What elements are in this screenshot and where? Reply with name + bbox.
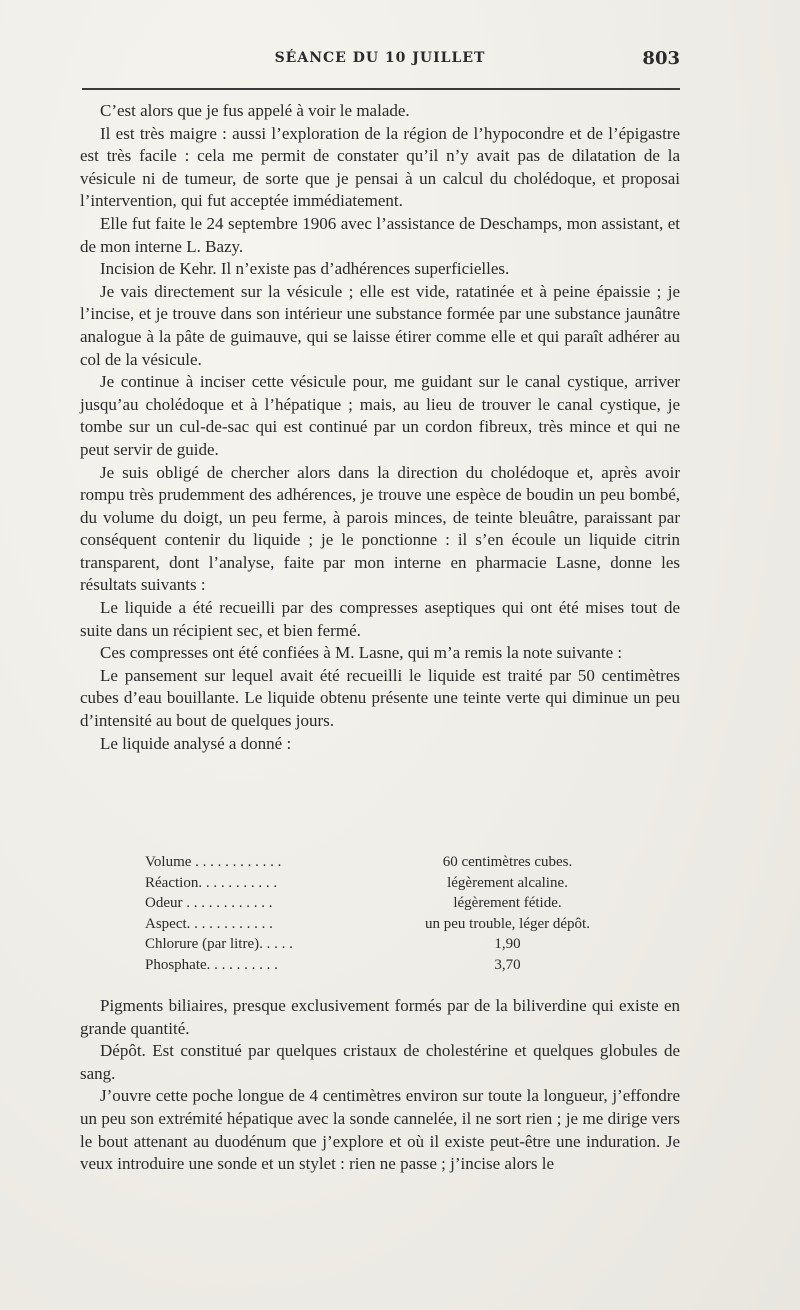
paragraph: Je vais directement sur la vésicule ; elle est vide, ratatinée et à peine épaissie ; je l’incise, et je trouve dans son intérieur une substance formée par une substance jaunâtre analogue à la pâte de guimauve, qui se laisse étirer comme elle et qui paraît adhérer au col de la vésicule. xyxy=(80,281,680,369)
analysis-label: Chlorure (par litre). . . . . xyxy=(145,936,293,952)
analysis-row xyxy=(145,852,625,873)
paragraph: Le liquide a été recueilli par des compresses aseptiques qui ont été mises tout de suite dans un récipient sec, et bien fermé. xyxy=(80,598,680,640)
analysis-value: 1,90 xyxy=(494,936,521,952)
analysis-row xyxy=(145,955,625,976)
analysis-label: Phosphate. . . . . . . . . . xyxy=(145,956,278,973)
analysis-value: un peu trouble, léger dépôt. xyxy=(425,915,590,932)
analysis-row xyxy=(145,914,625,935)
analysis-label: Volume . . . . . . . . . . . . xyxy=(145,854,282,870)
paragraph: Le pansement sur lequel avait été recueilli le liquide est traité par 50 centimètres cubes d’eau bouillante. Le liquide obtenu présente une teinte verte qui diminue un peu d’intensité au bout de quelques jours. xyxy=(80,665,680,731)
paragraph: Il est très maigre : aussi l’exploration de la région de l’hypocondre et de l’épigastre est très facile : cela me permit de constater qu’il n’y avait pas de dilatation de la vésicule ni de tumeur, de sorte que je pensai à un calcul du cholédoque, et proposai l’intervention, qui fut acceptée immédiatement. xyxy=(80,123,680,211)
analysis-row xyxy=(145,934,625,955)
paragraph: C’est alors que je fus appelé à voir le malade. xyxy=(100,101,410,120)
body-text xyxy=(80,100,680,755)
paragraph: Dépôt. Est constitué par quelques cristaux de cholestérine et quelques globules de sang. xyxy=(80,1041,680,1083)
page-number: 803 xyxy=(642,48,680,69)
paragraph: Elle fut faite le 24 septembre 1906 avec l’assistance de Deschamps, mon assistant, et de mon interne L. Bazy. xyxy=(80,213,680,256)
analysis-row xyxy=(145,893,625,914)
analysis-value: 60 centimètres cubes. xyxy=(442,854,573,870)
paragraph: J’ouvre cette poche longue de 4 centimètres environ sur toute la longueur, j’effondre un peu son extrémité hépatique avec la sonde cannelée, il ne sort rien ; je me dirige vers le bout attenant au duodénum que j’explore et où il existe peut-être une induration. Je veux introduire une sonde et un stylet : rien ne passe ; j’incise alors le xyxy=(80,1086,680,1174)
paragraph: Pigments biliaires, presque exclusivement formés par de la biliverdine qui existe en grande quantité. xyxy=(80,996,680,1038)
paragraph: Incision de Kehr. Il n’existe pas d’adhérences superficielles. xyxy=(100,259,510,279)
analysis-label: Odeur . . . . . . . . . . . . xyxy=(145,895,273,911)
header-rule xyxy=(82,88,680,90)
page-header xyxy=(80,50,680,74)
analysis-value: légèrement alcaline. xyxy=(447,874,568,891)
body-text-continued xyxy=(80,995,680,1176)
paragraph: Le liquide analysé a donné : xyxy=(100,733,292,753)
paragraph: Je continue à inciser cette vésicule pour, me guidant sur le canal cystique, arriver jusqu’au cholédoque et à l’hépatique ; mais, au lieu de trouver le canal cystique, je tombe sur un cul-de-sac qui est continué par un cordon fibreux, très mince et qui ne peut servir de guide. xyxy=(80,372,680,459)
analysis-value: légèrement fétide. xyxy=(453,895,562,911)
analysis-table xyxy=(145,852,625,975)
analysis-row xyxy=(145,873,625,894)
analysis-label: Aspect. . . . . . . . . . . . xyxy=(145,915,273,932)
analysis-label: Réaction. . . . . . . . . . . xyxy=(145,874,278,891)
paragraph: Ces compresses ont été confiées à M. Lasne, qui m’a remis la note suivante : xyxy=(100,643,623,663)
paragraph: Je suis obligé de chercher alors dans la direction du cholédoque et, après avoir rompu très prudemment des adhérences, je trouve une espèce de boudin un peu bombé, du volume du doigt, un peu ferme, à parois minces, de teinte bleuâtre, paraissant par conséquent contenir du liquide ; je le ponctionne : il s’en écoule un liquide citrin transparent, dont l’analyse, faite par mon interne en pharmacie Lasne, donne les résultats suivants : xyxy=(80,462,680,595)
running-title: SÉANCE DU 10 JUILLET xyxy=(274,50,486,66)
analysis-value: 3,70 xyxy=(494,956,521,973)
